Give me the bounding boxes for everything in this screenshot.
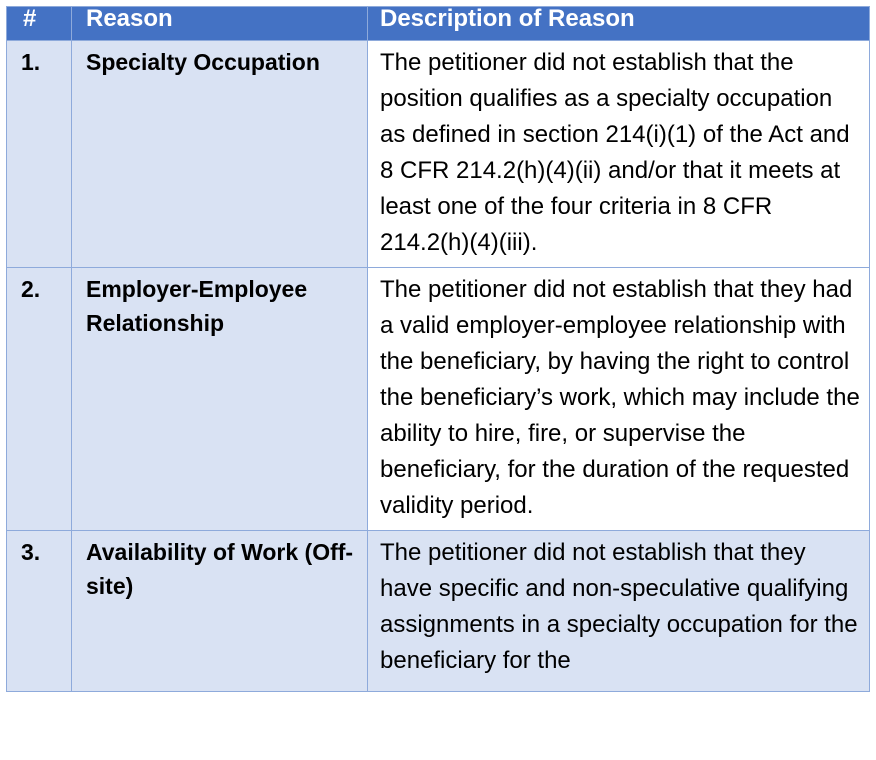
header-description: Description of Reason: [368, 7, 870, 41]
row-reason: Employer-Employee Relationship: [72, 268, 368, 531]
table-row: [7, 268, 870, 531]
row-description: The petitioner did not establish that they have specific and non-speculative qualifying assignments in a specialty occupation for the beneficiary for the: [368, 531, 870, 692]
row-reason: Availability of Work (Off-site): [72, 531, 368, 692]
row-description: The petitioner did not establish that the position qualifies as a specialty occupation as defined in section 214(i)(1) of the Act and 8 CFR 214.2(h)(4)(ii) and/or that it meets at least one of the four criteria in 8 CFR 214.2(h)(4)(iii).: [368, 41, 870, 268]
row-number: 1.: [7, 41, 72, 268]
row-number: 2.: [7, 268, 72, 531]
header-reason: Reason: [72, 7, 368, 41]
table-row: [7, 41, 870, 268]
table-row: [7, 531, 870, 692]
table-header: [7, 7, 870, 41]
row-reason: Specialty Occupation: [72, 41, 368, 268]
table-body: [7, 41, 870, 692]
row-number: 3.: [7, 531, 72, 692]
header-number: #: [7, 7, 72, 41]
row-description: The petitioner did not establish that they had a valid employer-employee relationship with the beneficiary, by having the right to control the beneficiary’s work, which may include the ability to hire, fire, or supervise the beneficiary, for the duration of the requested validity period.: [368, 268, 870, 531]
reasons-table: [6, 6, 870, 692]
header-row: [7, 7, 870, 41]
